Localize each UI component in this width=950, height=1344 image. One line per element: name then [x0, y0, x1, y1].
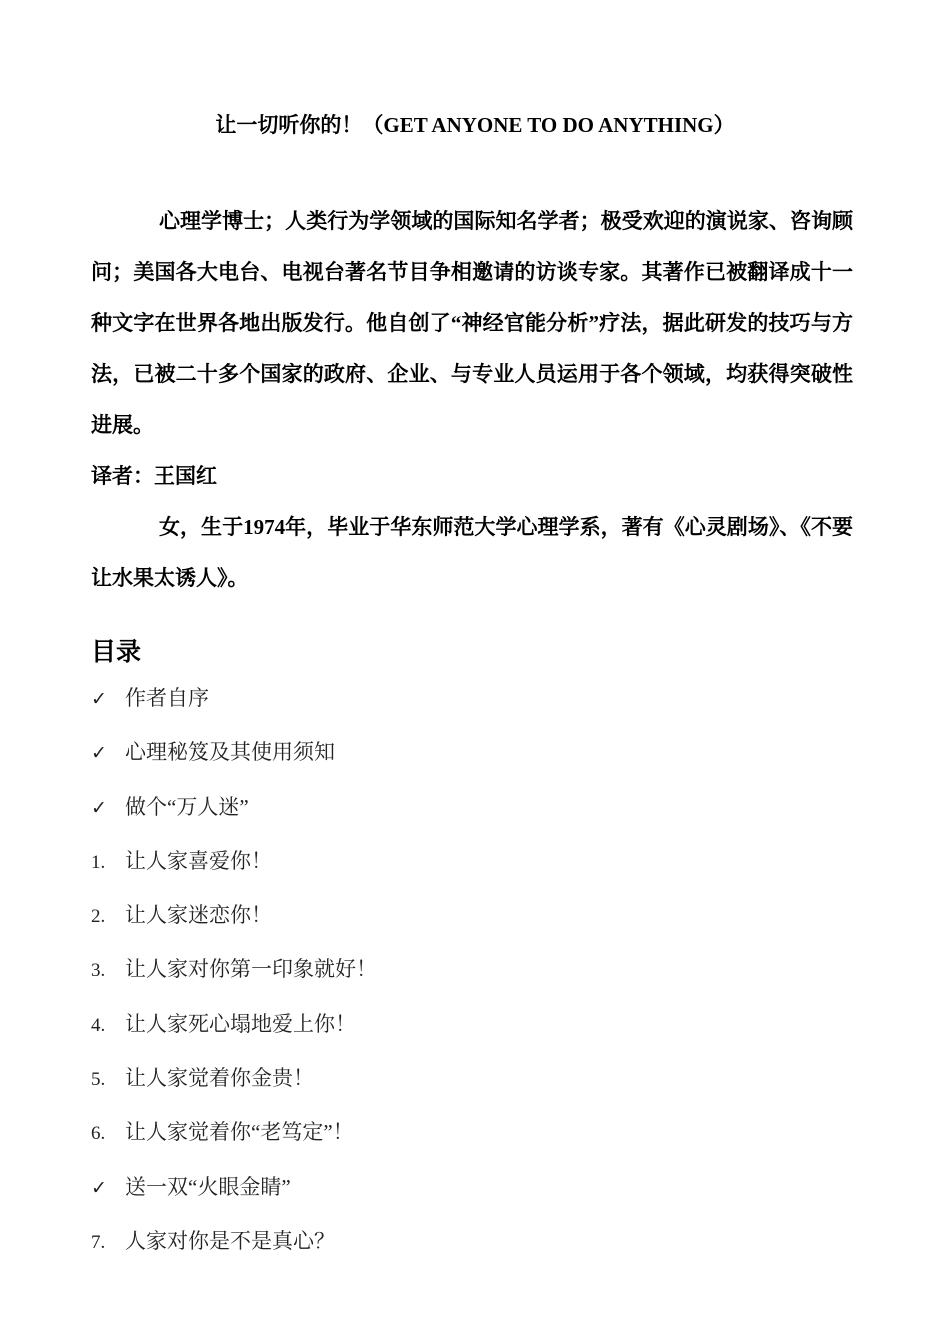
toc-item[interactable]: [91, 1219, 791, 1273]
toc-item-label: 作者自序: [125, 686, 209, 710]
checkmark-icon: ✓: [91, 1177, 107, 1199]
toc-item[interactable]: [91, 1056, 791, 1110]
toc-item-label: 人家对你是不是真心？: [125, 1228, 335, 1253]
toc-item[interactable]: [91, 839, 791, 893]
book-title: 让一切听你的！（GET ANYONE TO DO ANYTHING）: [215, 113, 735, 137]
table-of-contents: [91, 676, 791, 1273]
toc-item[interactable]: [91, 785, 791, 839]
toc-item-label: 让人家对你第一印象就好！: [125, 957, 377, 982]
toc-item-number: 3.: [91, 960, 106, 982]
checkmark-icon: ✓: [91, 743, 107, 765]
toc-item[interactable]: [91, 947, 791, 1001]
checkmark-icon: ✓: [91, 689, 107, 710]
toc-item-number: 4.: [91, 1014, 106, 1036]
toc-item-number: 6.: [91, 1123, 106, 1145]
toc-item-label: 让人家死心塌地爱上你！: [125, 1011, 356, 1036]
toc-item-label: 心理秘笈及其使用须知: [125, 740, 335, 765]
toc-item-label: 做个“万人迷”: [125, 794, 249, 819]
toc-item-number: 7.: [91, 1231, 106, 1253]
toc-item-number: 2.: [91, 906, 106, 928]
toc-item-number: 5.: [91, 1069, 106, 1091]
bio-section: [91, 196, 853, 604]
toc-item-label: 让人家喜爱你！: [125, 848, 272, 873]
toc-item-label: 让人家迷恋你！: [125, 903, 272, 928]
toc-item[interactable]: [91, 1110, 791, 1164]
toc-item-number: 1.: [91, 851, 106, 873]
toc-heading: 目录: [91, 637, 142, 666]
translator-bio-paragraph: 女，生于1974年，毕业于华东师范大学心理学系，著有《心灵剧场》、《不要让水果太诱人》。: [91, 515, 853, 590]
toc-item[interactable]: [91, 676, 791, 730]
toc-item[interactable]: [91, 1165, 791, 1219]
toc-item-label: 送一双“火眼金睛”: [125, 1174, 291, 1199]
author-bio-paragraph: 心理学博士；人类行为学领域的国际知名学者；极受欢迎的演说家、咨询顾问；美国各大电台、电视台著名节目争相邀请的访谈专家。其著作已被翻译成十一种文字在世界各地出版发行。他自创了“神经官能分析”疗法，据此研发的技巧与方法，已被二十多个国家的政府、企业、与专业人员运用于各个领域，均获得突破性进展。: [91, 209, 853, 437]
checkmark-icon: ✓: [91, 797, 107, 819]
toc-item-label: 让人家觉着你“老笃定”！: [125, 1120, 354, 1145]
toc-item[interactable]: [91, 730, 791, 784]
toc-item[interactable]: [91, 893, 791, 947]
toc-item-label: 让人家觉着你金贵！: [125, 1066, 314, 1091]
translator-label: 译者：王国红: [91, 464, 217, 488]
toc-item[interactable]: [91, 1002, 791, 1056]
